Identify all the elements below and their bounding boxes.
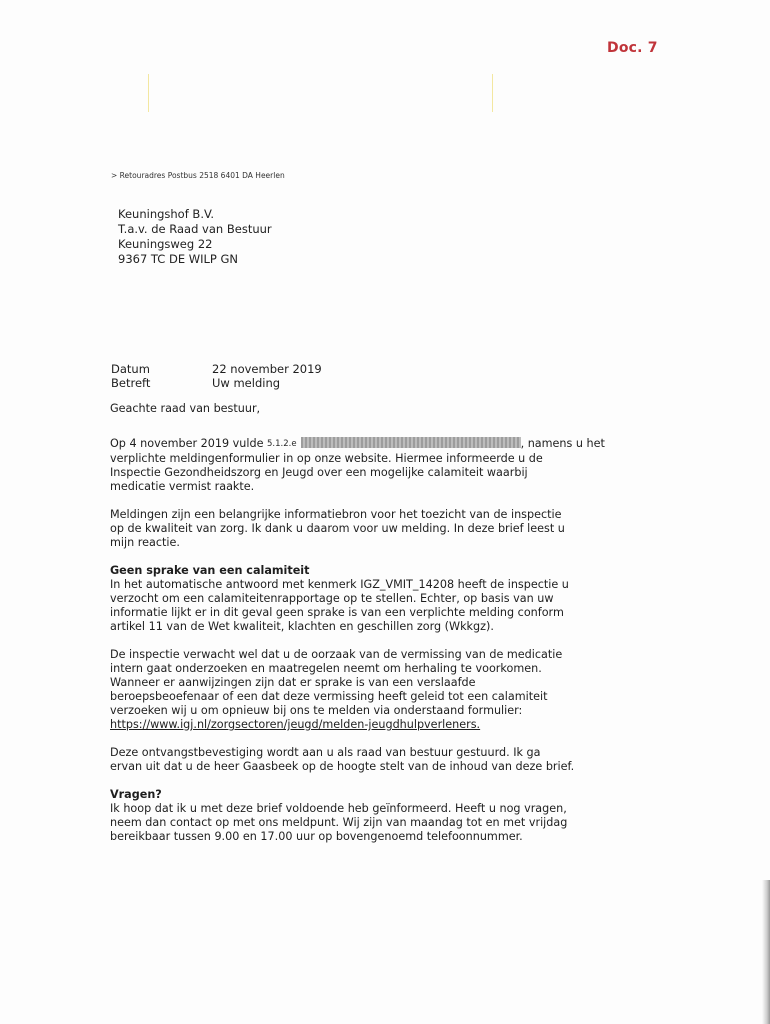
- letter-body: [110, 402, 605, 844]
- paragraph-line: verplichte meldingenformulier in op onze website. Hiermee informeerde u de: [110, 452, 543, 465]
- paragraph-confirmation: [110, 746, 580, 774]
- paragraph-line: Ik hoop dat ik u met deze brief voldoende heb geïnformeerd. Heeft u nog vragen,: [110, 802, 567, 815]
- paragraph-questions: [110, 802, 580, 844]
- paragraph-line: verzocht om een calamiteitenrapportage op te stellen. Echter, op basis van uw: [110, 592, 554, 605]
- subject-row: [111, 376, 322, 390]
- paragraph-line: op de kwaliteit van zorg. Ik dank u daarom voor uw melding. In deze brief leest u: [110, 522, 565, 535]
- paragraph-line: mijn reactie.: [110, 536, 180, 549]
- paragraph-line: verzoeken wij u om opnieuw bij ons te melden via onderstaand formulier:: [110, 704, 523, 717]
- paragraph-line: intern gaat onderzoeken en maatregelen neemt om herhaling te voorkomen.: [110, 662, 542, 675]
- redaction-block: [301, 437, 521, 448]
- paragraph-line: [110, 437, 605, 452]
- return-address: > Retouradres Postbus 2518 6401 DA Heerlen: [111, 171, 285, 180]
- salutation: Geachte raad van bestuur,: [110, 402, 261, 415]
- paragraph-line: informatie lijkt er in dit geval geen sprake is van een verplichte melding conform: [110, 606, 564, 619]
- paragraph-line: Deze ontvangstbevestiging wordt aan u als raad van bestuur gestuurd. Ik ga: [110, 746, 541, 759]
- intro-text-end: , namens u het: [520, 437, 605, 450]
- section-heading: Vragen?: [110, 788, 162, 801]
- recipient-company: Keuningshof B.V.: [118, 207, 215, 221]
- letter-meta: [111, 362, 322, 390]
- paragraph-line: beroepsbeoefenaar of een dat deze vermissing heeft geleid tot een calamiteit: [110, 690, 548, 703]
- paragraph-no-calamity: [110, 578, 580, 634]
- paragraph-line: medicatie vermist raakte.: [110, 480, 255, 493]
- document-number-stamp: Doc. 7: [607, 40, 658, 56]
- paragraph-line: Wanneer er aanwijzingen zijn dat er sprake is van een verslaafde: [110, 676, 476, 689]
- recipient-postal-city: 9367 TC DE WILP GN: [118, 252, 239, 266]
- paragraph-intro: [110, 437, 605, 494]
- paragraph-line: De inspectie verwacht wel dat u de oorzaak van de vermissing van de medicatie: [110, 648, 563, 661]
- recipient-attention: T.a.v. de Raad van Bestuur: [118, 222, 272, 236]
- paragraph-line: bereikbaar tussen 9.00 en 17.00 uur op bovengenoemd telefoonnummer.: [110, 830, 523, 843]
- date-row: [111, 362, 322, 376]
- scan-mark: [148, 74, 149, 112]
- date-label: Datum: [111, 362, 150, 376]
- recipient-street: Keuningsweg 22: [118, 237, 213, 251]
- paragraph-line: Meldingen zijn een belangrijke informatiebron voor het toezicht van de inspectie: [110, 508, 562, 521]
- subject-value: Uw melding: [212, 376, 281, 390]
- recipient-address: [118, 207, 272, 267]
- redaction-code: 5.1.2.e: [267, 439, 297, 449]
- scan-edge-shadow: [762, 880, 770, 1024]
- subject-label: Betreft: [111, 376, 151, 390]
- report-form-link[interactable]: https://www.igj.nl/zorgsectoren/jeugd/melden-jeugdhulpverleners.: [110, 718, 481, 731]
- paragraph-importance: [110, 508, 580, 550]
- paragraph-line: In het automatische antwoord met kenmerk IGZ_VMIT_14208 heeft de inspectie u: [110, 578, 569, 591]
- paragraph-line: Inspectie Gezondheidszorg en Jeugd over een mogelijke calamiteit waarbij: [110, 466, 528, 479]
- paragraph-line: ervan uit dat u de heer Gaasbeek op de hoogte stelt van de inhoud van deze brief.: [110, 760, 575, 773]
- paragraph-expectation: [110, 648, 580, 732]
- intro-text-start: Op 4 november 2019 vulde: [110, 437, 264, 450]
- paragraph-line: neem dan contact op met ons meldpunt. Wij zijn van maandag tot en met vrijdag: [110, 816, 568, 829]
- date-value: 22 november 2019: [212, 362, 322, 376]
- section-heading: Geen sprake van een calamiteit: [110, 564, 310, 577]
- paragraph-line: artikel 11 van de Wet kwaliteit, klachten en geschillen zorg (Wkkgz).: [110, 620, 494, 633]
- scan-mark: [492, 74, 493, 112]
